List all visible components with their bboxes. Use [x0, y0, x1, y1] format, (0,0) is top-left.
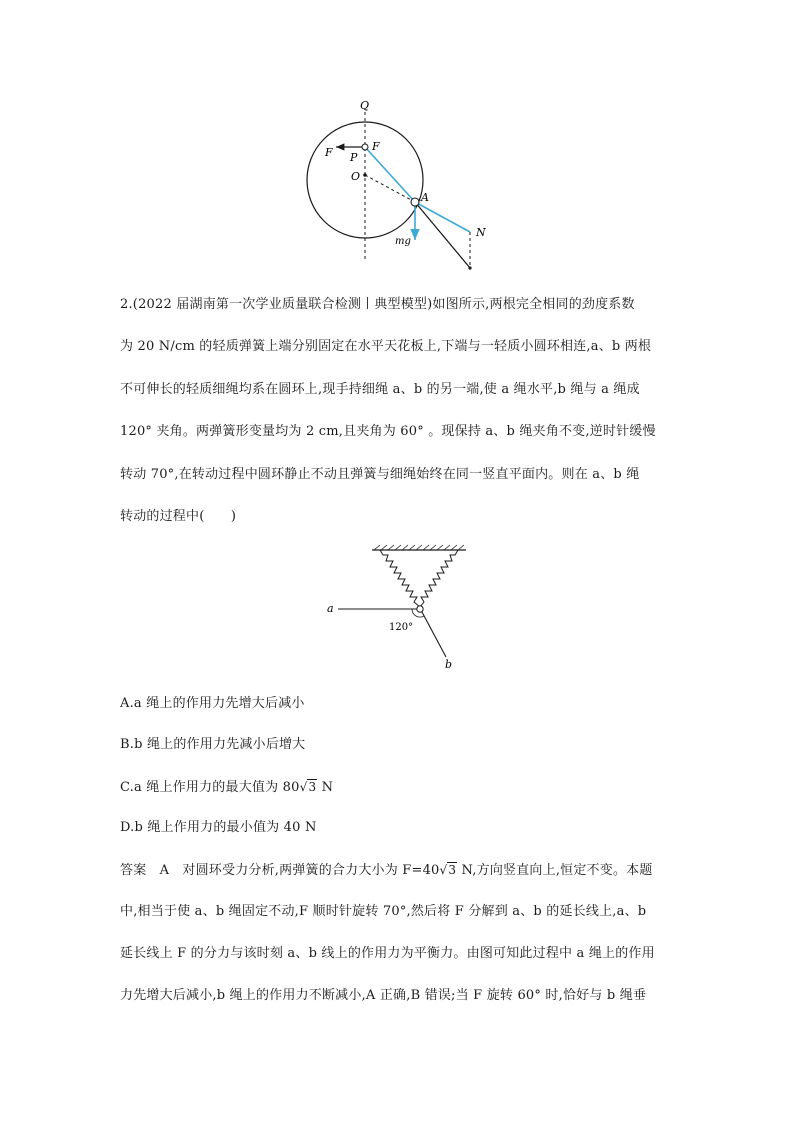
spring-ring-diagram: [320, 540, 480, 675]
label-F-left: F: [325, 146, 333, 159]
answer-line-2: 中,相当于使 a、b 绳固定不动,F 顺时针旋转 70°,然后将 F 分解到 a、b 的延长线上,a、b: [120, 904, 647, 919]
answer-line-4: 力先增大后减小,b 绳上的作用力不断减小,A 正确,B 错误;当 F 旋转 60° 时,恰好与 b 绳垂: [120, 988, 647, 1003]
corner-point: [468, 266, 471, 269]
label-a: a: [327, 602, 334, 615]
answer-line-1: [120, 861, 653, 880]
dashed-OA: [365, 175, 415, 202]
blue-line-AN: [415, 202, 470, 232]
rope-b: [422, 612, 446, 657]
label-A: A: [421, 191, 429, 204]
label-mg: mg: [395, 236, 411, 247]
sqrt-symbol: √3: [439, 863, 457, 877]
answer-line-1-prefix: 答案 A 对圆环受力分析,两弹簧的合力大小为 F=40: [120, 863, 440, 878]
right-spring: [420, 550, 458, 607]
answer-root: 3: [448, 863, 457, 877]
option-C: [120, 778, 333, 797]
label-b: b: [445, 658, 453, 671]
point-P-ring: [362, 144, 368, 150]
circle-force-diagram: [300, 95, 500, 275]
answer-line-1-suffix: N,方向竖直向上,恒定不变。本题: [457, 863, 653, 878]
option-D: D.b 绳上作用力的最小值为 40 N: [120, 820, 317, 835]
label-F-right: F: [372, 140, 380, 153]
question-line-5: 转动 70°,在转动过程中圆环静止不动且弹簧与细绳始终在同一竖直平面内。则在 a、b 绳: [120, 467, 640, 482]
resultant-line: [415, 202, 470, 268]
answer-line-3: 延长线上 F 的分力与该时刻 a、b 线上的作用力为平衡力。由图可知此过程中 a 绳上的作用: [120, 946, 655, 961]
option-C-root: 3: [308, 780, 317, 794]
label-N: N: [476, 226, 486, 239]
point-A-ring: [411, 198, 419, 206]
label-O: O: [351, 170, 361, 183]
label-Q: Q: [360, 99, 370, 112]
option-A: A.a 绳上的作用力先增大后减小: [120, 696, 305, 711]
question-line-6: 转动的过程中( ): [120, 509, 237, 524]
label-P: P: [350, 151, 358, 164]
option-C-prefix: C.a 绳上作用力的最大值为 80: [120, 780, 300, 795]
label-120: 120°: [389, 622, 414, 633]
question-line-2: 为 20 N/cm 的轻质弹簧上端分别固定在水平天花板上,下端与一轻质小圆环相连,a、b 两根: [120, 339, 652, 354]
option-C-suffix: N: [317, 780, 334, 795]
question-line-3: 不可伸长的轻质细绳均系在圆环上,现手持细绳 a、b 的另一端,使 a 绳水平,b 绳与 a 绳成: [120, 382, 640, 397]
small-ring: [417, 606, 423, 612]
left-spring: [380, 550, 420, 607]
option-B: B.b 绳上的作用力先减小后增大: [120, 737, 306, 752]
blue-line-PA: [365, 147, 415, 202]
question-line-4: 120° 夹角。两弹簧形变量均为 2 cm,且夹角为 60° 。现保持 a、b 绳夹角不变,逆时针缓慢: [120, 424, 656, 439]
ceiling-hatching: [374, 545, 464, 550]
sqrt-symbol: √3: [299, 780, 317, 794]
point-O: [363, 173, 367, 177]
question-line-1: 2.(2022 届湖南第一次学业质量联合检测丨典型模型)如图所示,两根完全相同的劲度系数: [120, 297, 635, 312]
